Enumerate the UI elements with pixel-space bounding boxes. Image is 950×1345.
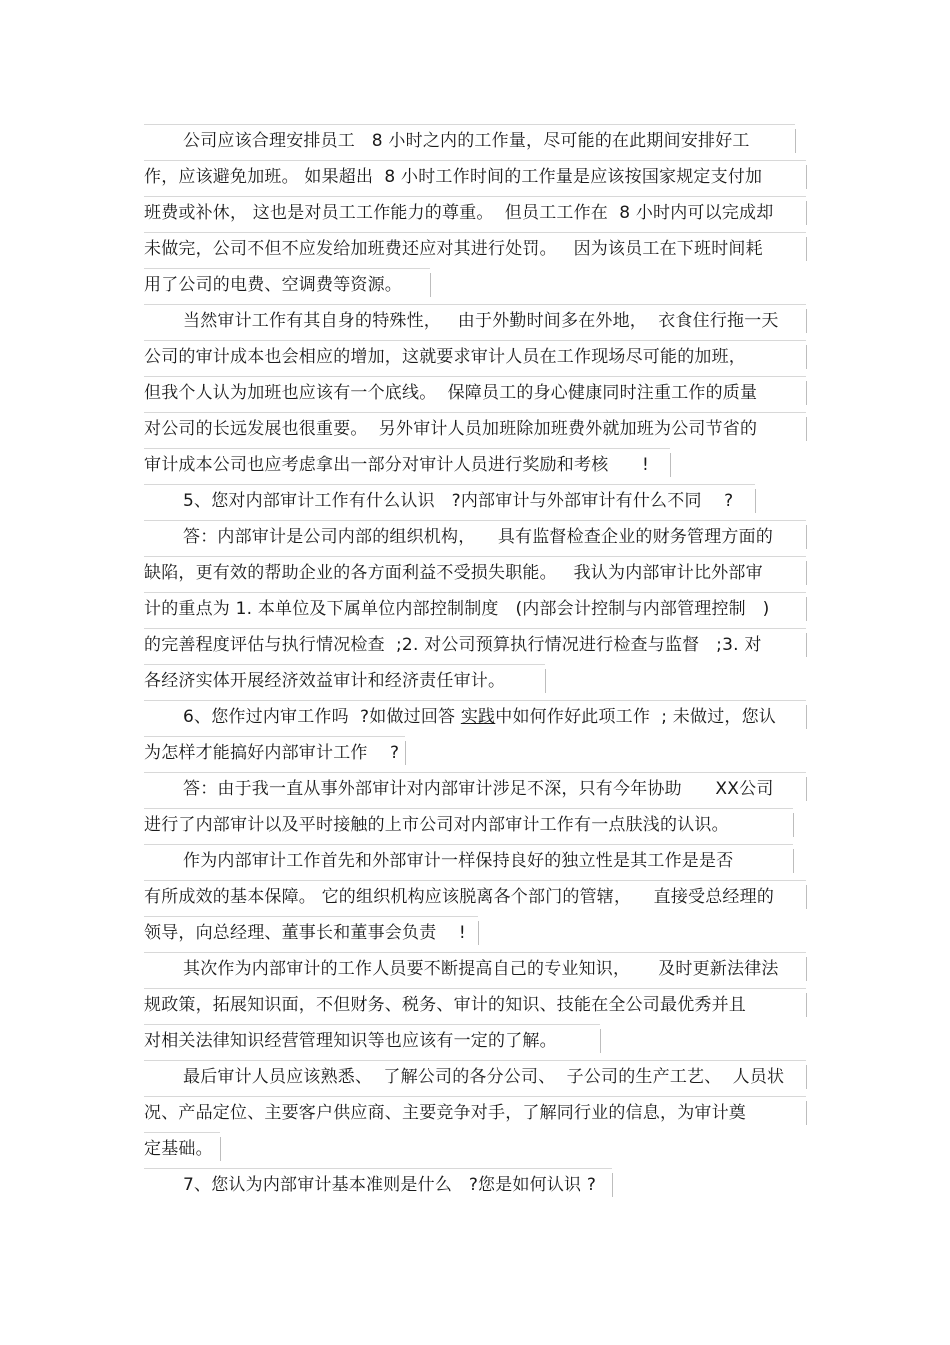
text-line-content: 其次作为内部审计的工作人员要不断提高自己的专业知识， 及时更新法律法	[183, 959, 779, 979]
line-separator	[144, 160, 806, 161]
text-line	[144, 1131, 213, 1167]
text-line-content: 领导，向总经理、董事长和董事会负责 !	[144, 923, 466, 943]
text-line-content: 审计成本公司也应考虑拿出一部分对审计人员进行奖励和考核 !	[144, 455, 650, 475]
text-line-content: 的完善程度评估与执行情况检查 ;2. 对公司预算执行情况进行检查与监督 ;3. 对	[144, 635, 762, 655]
text-line	[144, 375, 757, 411]
text-line	[144, 159, 762, 195]
text-line-content: 公司应该合理安排员工 8 小时之内的工作量，尽可能的在此期间安排好工	[183, 131, 750, 151]
line-end-marker	[793, 813, 794, 837]
practice-link[interactable]: 实践	[460, 707, 496, 727]
text-line-content: 最后审计人员应该熟悉、 了解公司的各分公司、 子公司的生产工艺、 人员状	[183, 1067, 785, 1087]
text-line	[144, 663, 505, 699]
text-line-content: 答：内部审计是公司内部的组织机构， 具有监督检查企业的财务管理方面的	[183, 527, 774, 547]
text-line-continuation: 中如何作好此项工作 ; 未做过，您认	[495, 707, 777, 727]
line-separator	[144, 664, 545, 665]
line-separator	[144, 448, 670, 449]
text-line	[144, 195, 773, 231]
line-separator	[144, 412, 806, 413]
line-end-marker	[806, 237, 807, 261]
text-line-content: 作，应该避免加班。 如果超出 8 小时工作时间的工作量是应该按国家规定支付加	[144, 167, 763, 187]
line-separator	[144, 1096, 806, 1097]
line-end-marker	[806, 1101, 807, 1125]
text-line-content: 5、您对内部审计工作有什么认识 ?内部审计与外部审计有什么不同 ?	[183, 491, 734, 511]
text-line	[144, 1023, 557, 1059]
line-end-marker	[806, 705, 807, 729]
line-separator	[144, 808, 793, 809]
line-separator	[144, 484, 755, 485]
line-separator	[144, 304, 806, 305]
text-line-content: 计的重点为 1. 本单位及下属单位内部控制制度 (内部会计控制与内部管理控制 )	[144, 599, 770, 619]
text-line-content: 答：由于我一直从事外部审计对内部审计涉足不深，只有今年协助 XX公司	[183, 779, 774, 799]
text-line	[144, 915, 466, 951]
text-line-content: 作为内部审计工作首先和外部审计一样保持良好的独立性是其工作是是否	[183, 851, 734, 871]
text-line-content: 公司的审计成本也会相应的增加，这就要求审计人员在工作现场尽可能的加班，	[144, 347, 746, 367]
line-separator	[144, 232, 806, 233]
line-end-marker	[612, 1173, 613, 1197]
text-line	[183, 843, 733, 879]
line-separator	[144, 628, 806, 629]
text-line-content: 对公司的长远发展也很重要。 另外审计人员加班除加班费外就加班为公司节省的	[144, 419, 758, 439]
text-line	[144, 879, 774, 915]
line-end-marker	[405, 741, 406, 765]
text-line	[183, 483, 733, 519]
line-separator	[144, 1132, 220, 1133]
text-line-content: 各经济实体开展经济效益审计和经济责任审计。	[144, 671, 506, 691]
line-separator	[144, 880, 806, 881]
line-end-marker	[806, 957, 807, 981]
line-separator	[144, 124, 795, 125]
text-line-content: 用了公司的电费、空调费等资源。	[144, 275, 402, 295]
line-separator	[144, 988, 806, 989]
text-line-content: 但我个人认为加班也应该有一个底线。 保障员工的身心健康同时注重工作的质量	[144, 383, 758, 403]
line-separator	[144, 268, 430, 269]
line-separator	[144, 196, 806, 197]
line-separator	[144, 700, 806, 701]
line-separator	[144, 916, 478, 917]
text-line	[144, 231, 763, 267]
text-line	[183, 1059, 784, 1095]
line-end-marker	[600, 1029, 601, 1053]
text-line	[144, 447, 649, 483]
text-line	[183, 771, 774, 807]
line-end-marker	[806, 417, 807, 441]
text-line-content: 进行了内部审计以及平时接触的上市公司对内部审计工作有一点肤浅的认识。	[144, 815, 729, 835]
line-separator	[144, 952, 806, 953]
line-end-marker	[545, 669, 546, 693]
text-line	[183, 123, 750, 159]
line-end-marker	[806, 993, 807, 1017]
line-end-marker	[670, 453, 671, 477]
line-separator	[144, 844, 793, 845]
line-end-marker	[795, 129, 796, 153]
text-line-content: 未做完，公司不但不应发给加班费还应对其进行处罚。 因为该员工在下班时间耗	[144, 239, 763, 259]
line-separator	[144, 376, 806, 377]
text-line	[183, 303, 779, 339]
line-end-marker	[806, 525, 807, 549]
line-end-marker	[806, 885, 807, 909]
line-separator	[144, 1024, 600, 1025]
text-line	[144, 591, 770, 627]
line-separator	[144, 1168, 612, 1169]
text-line-content: 7、您认为内部审计基本准则是什么 ?您是如何认识 ?	[183, 1175, 597, 1195]
line-separator	[144, 772, 806, 773]
text-line-content: 班费或补休， 这也是对员工工作能力的尊重。 但员工工作在 8 小时内可以完成却	[144, 203, 774, 223]
text-line	[144, 627, 762, 663]
text-line	[144, 807, 729, 843]
line-end-marker	[430, 273, 431, 297]
text-line	[144, 735, 399, 771]
text-line-content: 况、产品定位、主要客户供应商、主要竞争对手，了解同行业的信息，为审计奠	[144, 1103, 746, 1123]
line-separator	[144, 1060, 806, 1061]
text-line	[144, 339, 746, 375]
line-end-marker	[806, 633, 807, 657]
text-line	[183, 699, 776, 735]
line-separator	[144, 520, 806, 521]
text-line-content: 对相关法律知识经营管理知识等也应该有一定的了解。	[144, 1031, 557, 1051]
text-line	[144, 411, 757, 447]
text-line	[183, 1167, 596, 1203]
text-line	[144, 1095, 746, 1131]
line-end-marker	[793, 849, 794, 873]
text-line-content: 为怎样才能搞好内部审计工作 ?	[144, 743, 400, 763]
line-separator	[144, 556, 806, 557]
line-end-marker	[806, 165, 807, 189]
line-end-marker	[806, 1065, 807, 1089]
text-line	[183, 519, 773, 555]
line-separator	[144, 736, 405, 737]
line-separator	[144, 592, 806, 593]
text-line	[144, 555, 763, 591]
text-line	[144, 987, 746, 1023]
line-end-marker	[478, 921, 479, 945]
text-line	[183, 951, 779, 987]
text-line-content: 定基础。	[144, 1139, 213, 1159]
line-end-marker	[806, 345, 807, 369]
line-end-marker	[806, 381, 807, 405]
line-end-marker	[806, 201, 807, 225]
text-line-content: 规政策，拓展知识面，不但财务、税务、审计的知识、技能在全公司最优秀并且	[144, 995, 746, 1015]
line-separator	[144, 340, 806, 341]
text-line-content: 有所成效的基本保障。 它的组织机构应该脱离各个部门的管辖， 直接受总经理的	[144, 887, 775, 907]
text-line-content: 缺陷，更有效的帮助企业的各方面利益不受损失职能。 我认为内部审计比外部审	[144, 563, 763, 583]
text-line	[144, 267, 402, 303]
text-line-content: 6、您作过内审工作吗 ?如做过回答	[183, 707, 461, 727]
text-line-content: 当然审计工作有其自身的特殊性， 由于外勤时间多在外地， 衣食住行拖一天	[183, 311, 779, 331]
line-end-marker	[806, 597, 807, 621]
line-end-marker	[755, 489, 756, 513]
line-end-marker	[806, 561, 807, 585]
line-end-marker	[806, 309, 807, 333]
line-end-marker	[806, 777, 807, 801]
line-end-marker	[220, 1137, 221, 1161]
